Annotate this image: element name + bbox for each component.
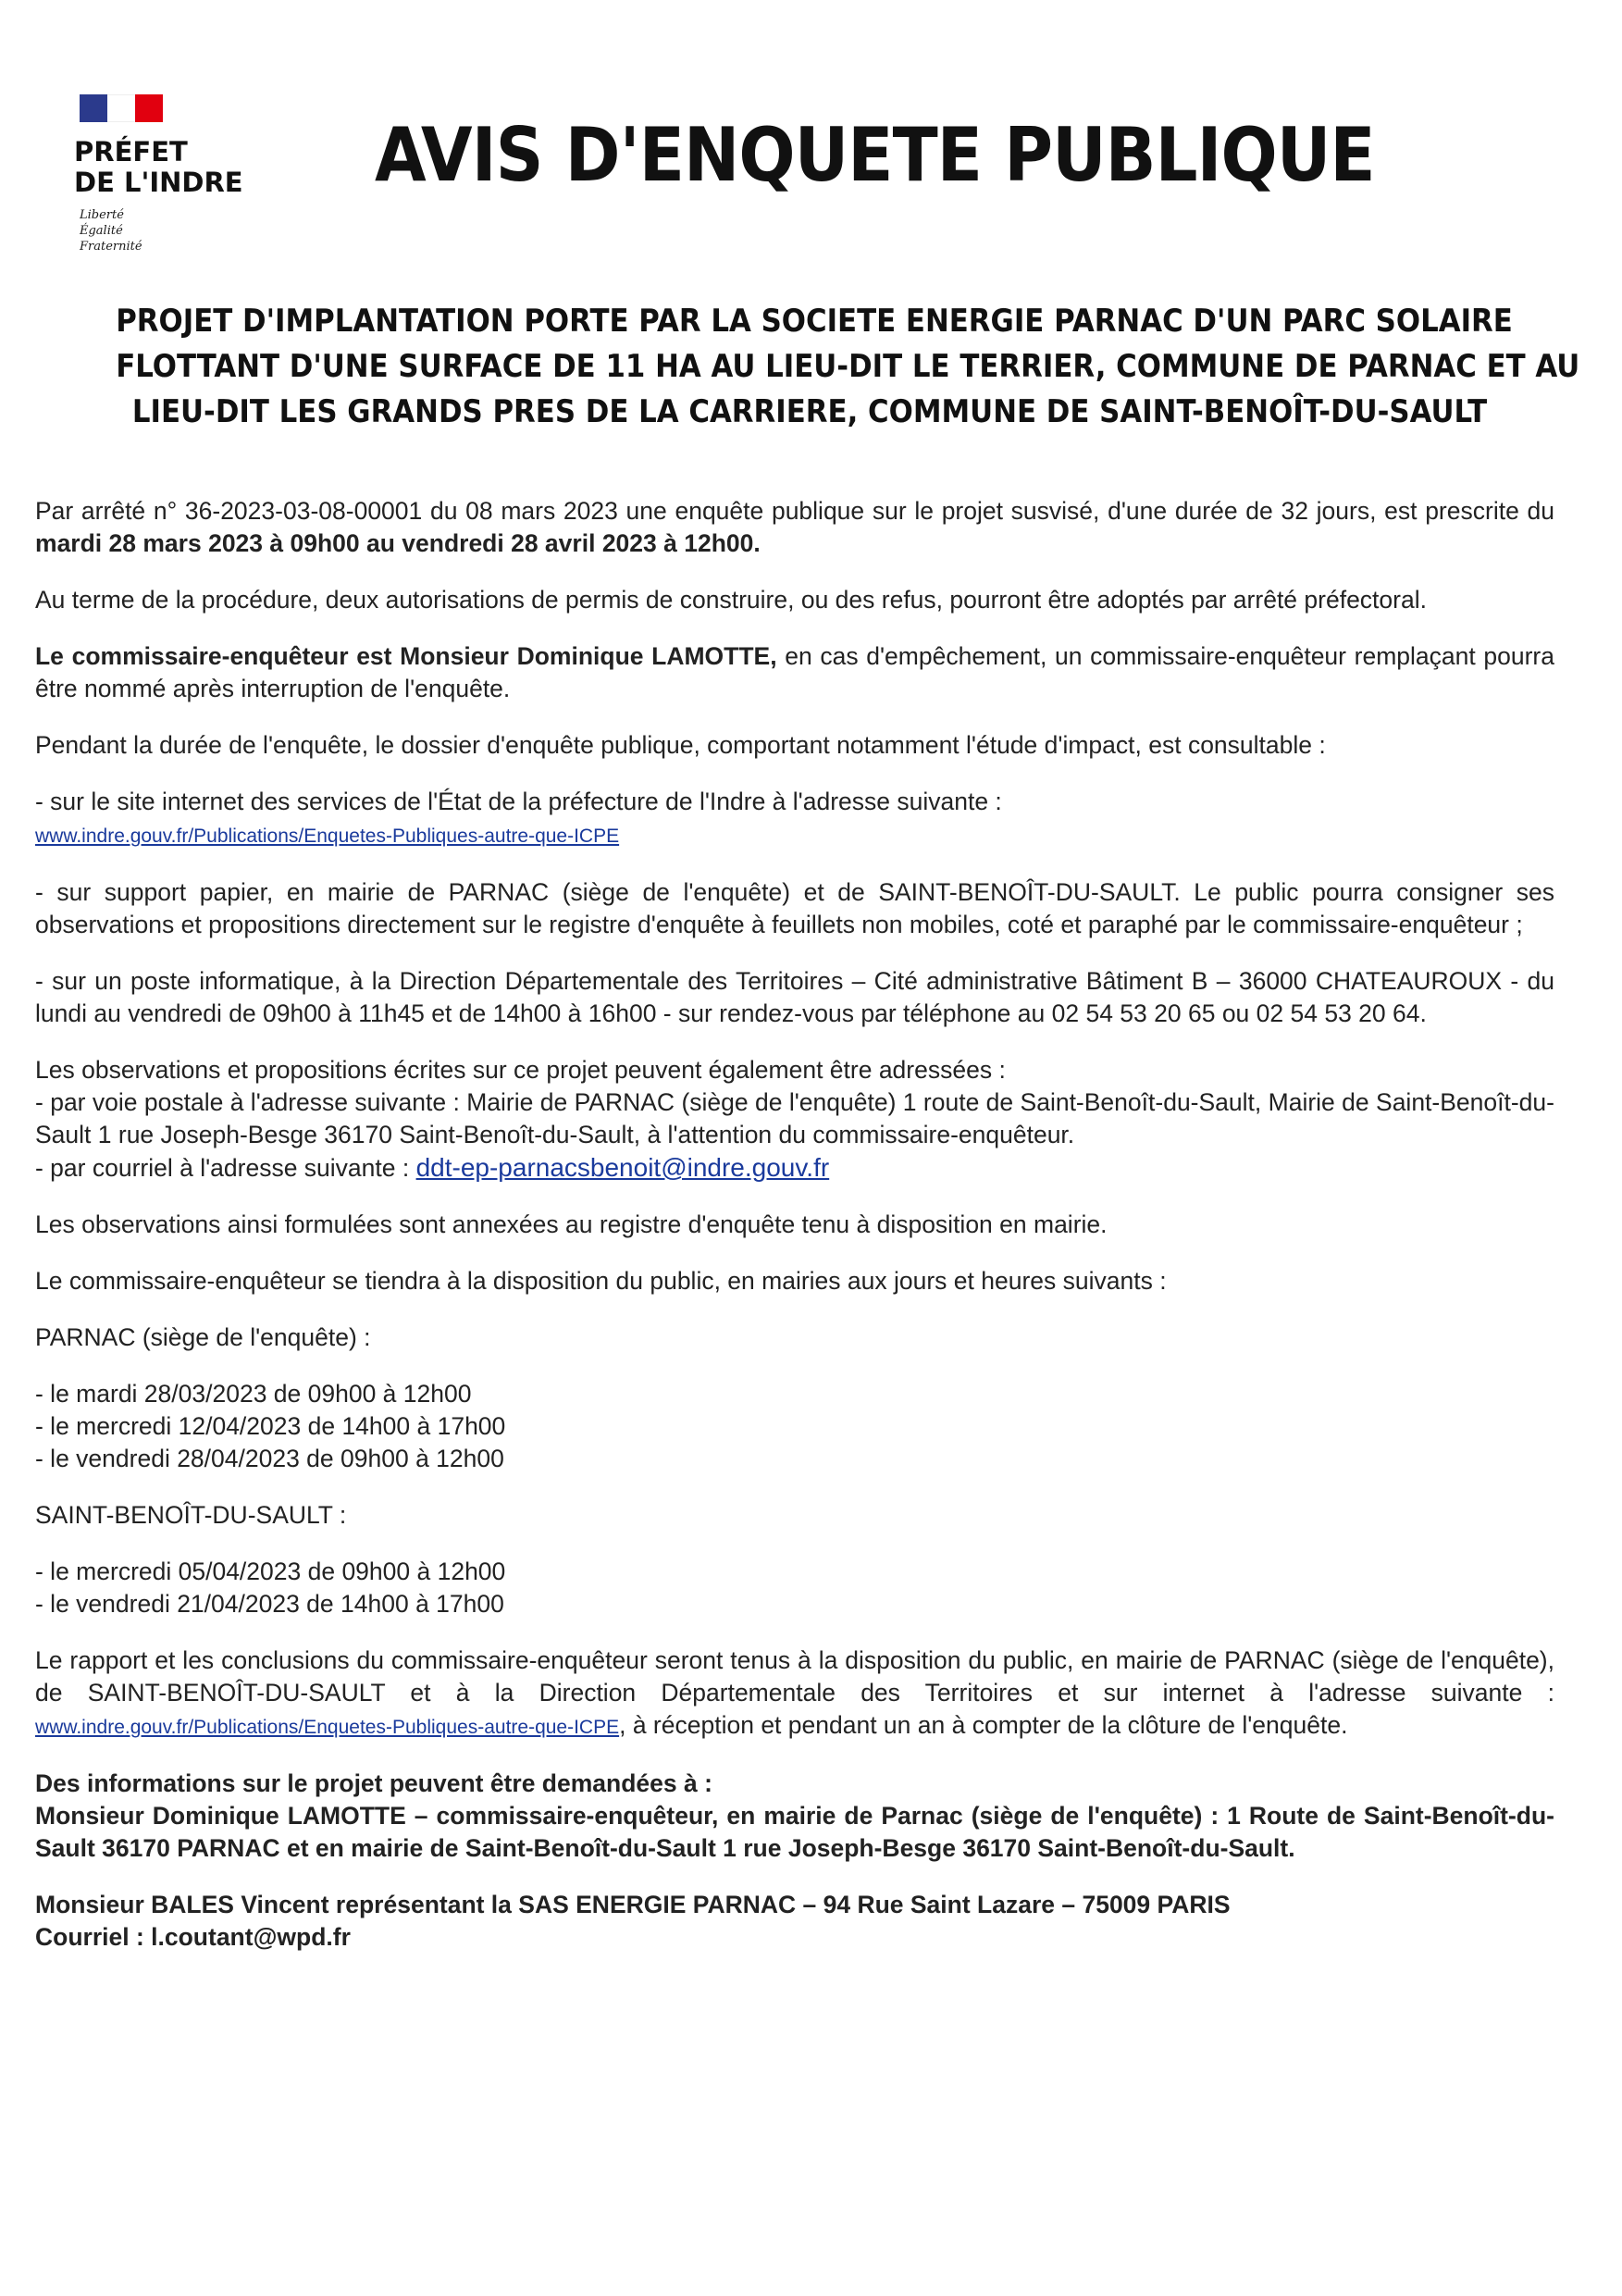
information-paragraph: Des informations sur le projet peuvent être demandées à : Monsieur Dominique LAMOTTE – commissaire-enquêteur, en mairie de Parnac (siège de l'enquête) : 1 Route de Saint-Benoît-du-Sault 36170 PARNAC et en mairie de Saint-Benoît-du-Sault 1 rue Joseph-Besge 36170 Saint-Benoît-du-Sault. xyxy=(35,1769,1554,1862)
prefecture-logo xyxy=(74,94,268,254)
prefet-name: PRÉFET DE L'INDRE xyxy=(74,136,243,198)
list-item: - le mercredi 05/04/2023 de 09h00 à 12h00 xyxy=(35,1558,506,1585)
computer-paragraph: - sur un poste informatique, à la Direction Départementale des Territoires – Cité administrative Bâtiment B – 36000 CHATEAUROUX - du lundi au vendredi de 09h00 à 11h45 et de 14h00 à 16h00 - sur rendez-vous par téléphone au 02 54 53 20 65 ou 02 54 53 20 64. xyxy=(35,967,1554,1027)
procedure-paragraph: Au terme de la procédure, deux autorisations de permis de construire, ou des refus, pourront être adoptés par arrêté préfectoral. xyxy=(35,586,1427,614)
contact-paragraph: Monsieur BALES Vincent représentant la SAS ENERGIE PARNAC – 94 Rue Saint Lazare – 75009 PARIS Courriel : l.coutant@wpd.fr xyxy=(35,1891,1231,1951)
consultation-paragraph: Pendant la durée de l'enquête, le dossier d'enquête publique, comportant notamment l'étude d'impact, est consultable : xyxy=(35,731,1326,759)
parnac-dates xyxy=(35,1378,1554,1475)
availability-paragraph: Le commissaire-enquêteur se tiendra à la disposition du public, en mairies aux jours et heures suivants : xyxy=(35,1267,1167,1295)
commissioner-paragraph: Le commissaire-enquêteur est Monsieur Dominique LAMOTTE, en cas d'empêchement, un commissaire-enquêteur remplaçant pourra être nommé après interruption de l'enquête. xyxy=(35,642,1554,702)
sbds-label: SAINT-BENOÎT-DU-SAULT : xyxy=(35,1501,347,1529)
paper-paragraph: - sur support papier, en mairie de PARNAC (siège de l'enquête) et de SAINT-BENOÎT-DU-SAULT. Le public pourra consigner ses observations et propositions directement sur le registre d'enquête à feuillets non mobiles, coté et paraphé par le commissaire-enquêteur ; xyxy=(35,878,1554,938)
parnac-label: PARNAC (siège de l'enquête) : xyxy=(35,1323,371,1351)
list-item: - le vendredi 21/04/2023 de 14h00 à 17h00 xyxy=(35,1590,504,1618)
republic-motto: Liberté Égalité Fraternité xyxy=(80,208,142,254)
list-item: - le mardi 28/03/2023 de 09h00 à 12h00 xyxy=(35,1380,472,1408)
website-paragraph: - sur le site internet des services de l'État de la préfecture de l'Indre à l'adresse suivante : www.indre.gouv.fr/Publications/Enquetes-Publiques-autre-que-ICPE xyxy=(35,788,1002,847)
list-item: - le vendredi 28/04/2023 de 09h00 à 12h00 xyxy=(35,1445,504,1472)
email-link[interactable]: ddt-ep-parnacsbenoit@indre.gouv.fr xyxy=(415,1153,830,1182)
report-paragraph: Le rapport et les conclusions du commissaire-enquêteur seront tenus à la disposition du public, en mairie de PARNAC (siège de l'enquête), de SAINT-BENOÎT-DU-SAULT et à la Direction Départementale des Territoires et sur internet à l'adresse suivante : www.indre.gouv.fr/Publications/Enquetes-Publiques-autre-que-ICPE, à réception et pendant un an à compter de la clôture de l'enquête. xyxy=(35,1646,1554,1739)
marianne-flag-icon xyxy=(80,94,163,122)
observations-paragraph: Les observations et propositions écrites sur ce projet peuvent également être adressées : - par voie postale à l'adresse suivante : Mairie de PARNAC (siège de l'enquête) 1 route de Saint-Benoît-du-Sault, Mairie de Saint-Benoît-du-Sault 1 rue Joseph-Besge 36170 Saint-Benoît-du-Sault, à l'attention du commissaire-enquêteur. - par courriel à l'adresse suivante : ddt-ep-parnacsbenoit@indre.gouv.fr xyxy=(35,1056,1554,1182)
notice-body xyxy=(35,495,1554,1954)
page-title: AVIS D'ENQUETE PUBLIQUE xyxy=(375,112,1375,198)
annex-paragraph: Les observations ainsi formulées sont annexées au registre d'enquête tenu à disposition en mairie. xyxy=(35,1210,1108,1238)
report-link[interactable]: www.indre.gouv.fr/Publications/Enquetes-Publiques-autre-que-ICPE xyxy=(35,1717,620,1738)
prefecture-link[interactable]: www.indre.gouv.fr/Publications/Enquetes-Publiques-autre-que-ICPE xyxy=(35,825,620,847)
list-item: - le mercredi 12/04/2023 de 14h00 à 17h00 xyxy=(35,1412,506,1440)
decree-paragraph: Par arrêté n° 36-2023-03-08-00001 du 08 mars 2023 une enquête publique sur le projet susvisé, d'une durée de 32 jours, est prescrite du mardi 28 mars 2023 à 09h00 au vendredi 28 avril 2023 à 12h00. xyxy=(35,497,1554,557)
project-subtitle: PROJET D'IMPLANTATION PORTE PAR LA SOCIETE ENERGIE PARNAC D'UN PARC SOLAIRE FLOTTANT D'UNE SURFACE DE 11 HA AU LIEU-DIT LE TERRIER, COMMUNE DE PARNAC ET AU LIEU-DIT LES GRANDS PRES DE LA CARRIERE, COMMUNE DE SAINT-BENOÎT-DU-SAULT xyxy=(116,303,1580,429)
sbds-dates xyxy=(35,1556,1554,1620)
